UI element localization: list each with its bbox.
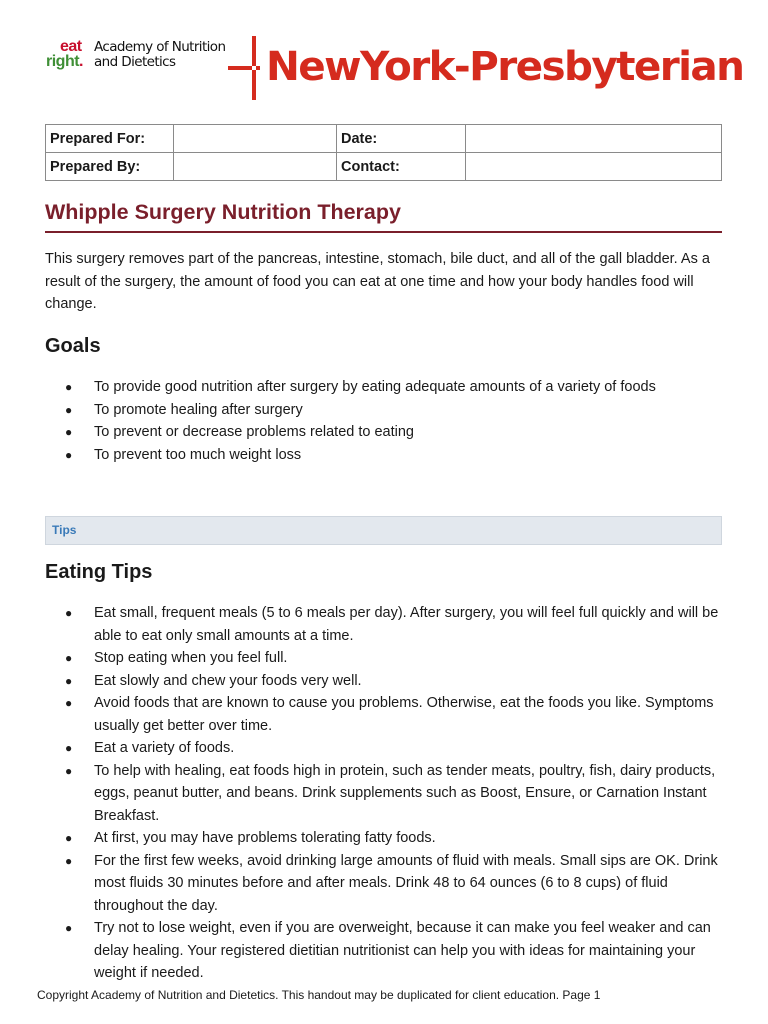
- list-item: ● To promote healing after surgery: [45, 399, 725, 422]
- list-item: ● Eat slowly and chew your foods very well.: [45, 670, 725, 693]
- prepared-for-field[interactable]: [174, 125, 337, 153]
- eating-tips-heading: Eating Tips: [45, 561, 153, 583]
- prepared-for-label: Prepared For:: [46, 125, 174, 153]
- right-wordmark: right.: [46, 53, 83, 70]
- date-field[interactable]: [466, 125, 722, 153]
- bullet-icon: ●: [65, 831, 73, 845]
- nyp-mark-icon: [228, 36, 260, 100]
- nyp-wordmark: NewYork-Presbyterian: [266, 42, 744, 90]
- list-item: ● To help with healing, eat foods high in protein, such as tender meats, poultry, fish, dairy products, eggs, peanut butter, and beans. Drink supplements such as Boost, Ensure, or Carnation Instant Breakfast.: [45, 760, 725, 828]
- bullet-icon: ●: [65, 921, 73, 935]
- intro-paragraph: This surgery removes part of the pancreas, intestine, stomach, bile duct, and all of the gall bladder. As a result of the surgery, the amount of food you can eat at one time and how your body handles food will change.: [45, 251, 710, 312]
- bullet-icon: ●: [65, 763, 73, 778]
- list-item: ● To provide good nutrition after surgery by eating adequate amounts of a variety of foods: [45, 376, 725, 399]
- list-item: ● Stop eating when you feel full.: [45, 647, 725, 670]
- academy-name-line1: Academy of Nutrition: [94, 39, 226, 55]
- date-label: Date:: [337, 125, 466, 153]
- bullet-icon: ●: [65, 447, 73, 462]
- nyp-logo: [228, 36, 744, 102]
- table-row: [46, 125, 722, 153]
- goals-list: [45, 376, 725, 466]
- academy-name-line2: and Dietetics: [94, 54, 176, 70]
- contact-field[interactable]: [466, 153, 722, 181]
- goals-heading: Goals: [45, 335, 101, 357]
- bullet-icon: ●: [65, 741, 73, 755]
- contact-label: Contact:: [337, 153, 466, 181]
- bullet-icon: ●: [65, 380, 73, 394]
- bullet-icon: ●: [65, 696, 73, 710]
- bullet-icon: ●: [65, 402, 73, 417]
- list-item: ● To prevent too much weight loss: [45, 444, 725, 467]
- prepared-info-table: [45, 124, 722, 181]
- bullet-icon: ●: [65, 673, 73, 688]
- prepared-by-label: Prepared By:: [46, 153, 174, 181]
- table-row: [46, 153, 722, 181]
- eat-wordmark: eat: [60, 38, 82, 55]
- list-item: ● At first, you may have problems tolerating fatty foods.: [45, 827, 725, 850]
- bullet-icon: ●: [65, 853, 73, 868]
- list-item: ● Eat a variety of foods.: [45, 737, 725, 760]
- tips-tab-bar[interactable]: [45, 516, 722, 545]
- list-item: ● Eat small, frequent meals (5 to 6 meals per day). After surgery, you will feel full quickly and will be able to eat only small amounts at a time.: [45, 602, 725, 647]
- list-item: ● Avoid foods that are known to cause you problems. Otherwise, eat the foods you like. Symptoms usually get better over time.: [45, 692, 725, 737]
- bullet-icon: ●: [65, 651, 73, 665]
- title-divider: [45, 231, 722, 233]
- page-title: Whipple Surgery Nutrition Therapy: [45, 200, 401, 224]
- list-item: ● Try not to lose weight, even if you are overweight, because it can make you feel weaker and can delay healing. Your registered dietitian nutritionist can help you with ideas for maintaining your weight if needed.: [45, 917, 725, 985]
- prepared-by-field[interactable]: [174, 153, 337, 181]
- bullet-icon: ●: [65, 425, 73, 439]
- tips-label: Tips: [52, 523, 77, 537]
- eatright-logo: [46, 40, 236, 76]
- list-item: ● To prevent or decrease problems related to eating: [45, 421, 725, 444]
- list-item: ● For the first few weeks, avoid drinking large amounts of fluid with meals. Small sips are OK. Drink most fluids 30 minutes before and after meals. Drink 48 to 64 ounces (6 to 8 cups) of fluid throughout the day.: [45, 850, 725, 918]
- bullet-icon: ●: [65, 606, 73, 620]
- eating-tips-list: [45, 602, 725, 985]
- page-footer: Copyright Academy of Nutrition and Dietetics. This handout may be duplicated for client education. Page 1: [37, 988, 601, 1002]
